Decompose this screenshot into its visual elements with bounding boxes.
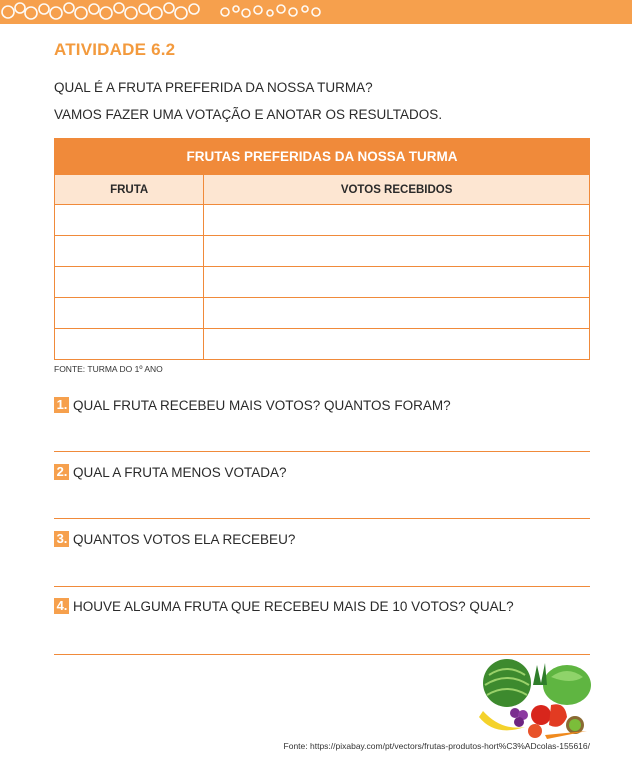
table-cell-votos[interactable]	[204, 205, 590, 236]
column-header-fruta: FRUTA	[55, 175, 204, 205]
table-cell-votos[interactable]	[204, 236, 590, 267]
top-decorative-band	[0, 0, 632, 24]
table-cell-votos[interactable]	[204, 329, 590, 360]
question-4	[54, 598, 514, 614]
bubbles-pattern-icon	[0, 0, 632, 24]
table-cell-fruta[interactable]	[55, 205, 204, 236]
table-cell-fruta[interactable]	[55, 298, 204, 329]
table-row	[55, 236, 590, 267]
votes-table	[54, 138, 590, 360]
question-number-badge: 1.	[54, 397, 69, 413]
question-text: QUANTOS VOTOS ELA RECEBEU?	[73, 531, 296, 547]
table-row	[55, 267, 590, 298]
question-number-badge: 2.	[54, 464, 69, 480]
question-number-badge: 3.	[54, 531, 69, 547]
column-header-votos: VOTOS RECEBIDOS	[204, 175, 590, 205]
table-caption: FRUTAS PREFERIDAS DA NOSSA TURMA	[55, 139, 590, 175]
intro-question: QUAL É A FRUTA PREFERIDA DA NOSSA TURMA?	[54, 80, 373, 95]
intro-instruction: VAMOS FAZER UMA VOTAÇÃO E ANOTAR OS RESULTADOS.	[54, 107, 443, 122]
activity-title: ATIVIDADE 6.2	[54, 40, 176, 59]
question-text: QUAL A FRUTA MENOS VOTADA?	[73, 464, 287, 480]
table-cell-fruta[interactable]	[55, 329, 204, 360]
table-cell-fruta[interactable]	[55, 267, 204, 298]
image-credit: Fonte: https://pixabay.com/pt/vectors/frutas-produtos-hort%C3%ADcolas-155616/	[283, 741, 590, 751]
table-row	[55, 298, 590, 329]
table-source-note: FONTE: TURMA DO 1º ANO	[54, 364, 163, 374]
question-number-badge: 4.	[54, 598, 69, 614]
table-cell-votos[interactable]	[204, 267, 590, 298]
table-cell-fruta[interactable]	[55, 236, 204, 267]
answer-line-1[interactable]	[54, 451, 590, 452]
question-2	[54, 464, 287, 480]
question-3	[54, 531, 295, 547]
answer-line-2[interactable]	[54, 518, 590, 519]
table-cell-votos[interactable]	[204, 298, 590, 329]
fruits-vegetables-icon	[475, 655, 595, 740]
table-row	[55, 205, 590, 236]
table-row	[55, 329, 590, 360]
answer-line-3[interactable]	[54, 586, 590, 587]
question-text: QUAL FRUTA RECEBEU MAIS VOTOS? QUANTOS FORAM?	[73, 397, 451, 413]
question-1	[54, 397, 451, 413]
question-text: HOUVE ALGUMA FRUTA QUE RECEBEU MAIS DE 10 VOTOS? QUAL?	[73, 598, 514, 614]
